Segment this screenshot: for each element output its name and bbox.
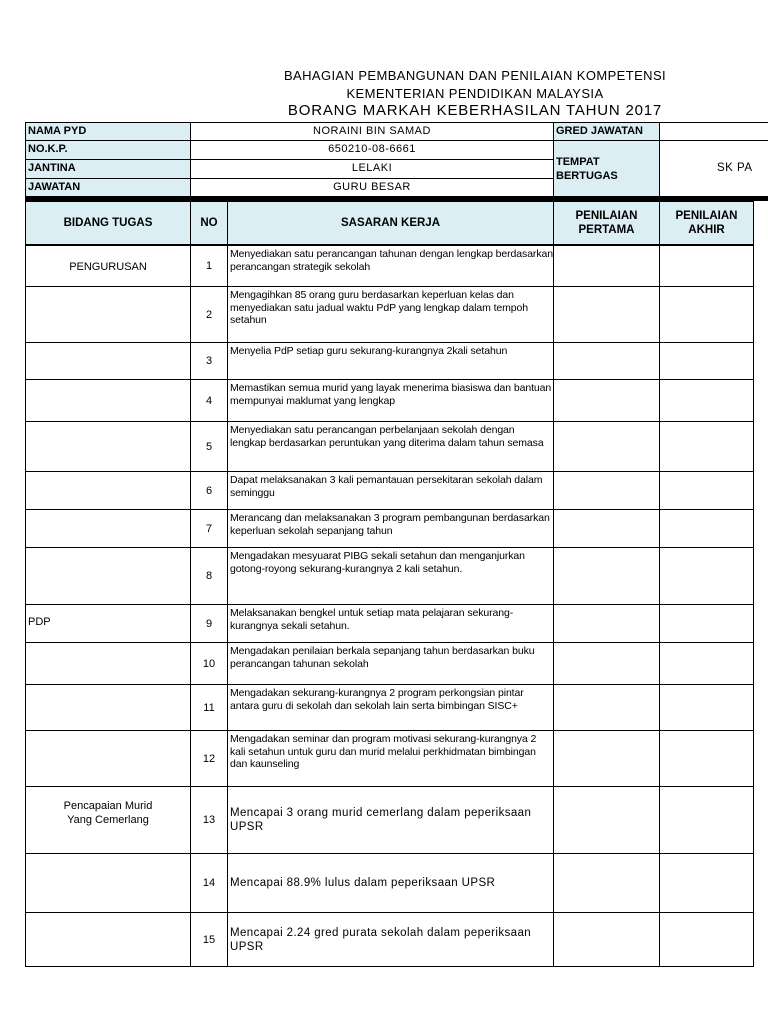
row-14-penilaian-akhir <box>659 853 754 913</box>
form-title: BORANG MARKAH KEBERHASILAN TAHUN 2017 <box>287 102 663 119</box>
row-6-penilaian-pertama <box>553 471 660 510</box>
jantina-value: LELAKI <box>190 159 554 179</box>
col-penilaian-pertama: PENILAIAN PERTAMA <box>553 201 660 245</box>
header-agency: BAHAGIAN PEMBANGUNAN DAN PENILAIAN KOMPETENSI <box>283 68 667 83</box>
row-11-no: 11 <box>190 684 228 731</box>
row-11-penilaian-pertama <box>553 684 660 731</box>
row-14-bidang <box>25 853 191 913</box>
row-8-bidang <box>25 547 191 605</box>
row-8-penilaian-pertama <box>553 547 660 605</box>
row-3-no: 3 <box>190 342 228 380</box>
col-bidang-tugas: BIDANG TUGAS <box>25 201 191 245</box>
row-4-penilaian-pertama <box>553 379 660 422</box>
col-sasaran-kerja: SASARAN KERJA <box>227 201 554 245</box>
header-ministry: KEMENTERIAN PENDIDIKAN MALAYSIA <box>346 86 604 101</box>
row-15-sasaran: Mencapai 2.24 gred purata sekolah dalam peperiksaan UPSR <box>227 912 554 967</box>
row-7-sasaran: Merancang dan melaksanakan 3 program pembangunan berdasarkan keperluan sekolah sepanjang tahun <box>227 509 554 548</box>
row-13-penilaian-akhir <box>659 786 754 854</box>
row-5-sasaran: Menyediakan satu perancangan perbelanjaan sekolah dengan lengkap berdasarkan peruntukan yang diterima dalam tahun semasa <box>227 421 554 472</box>
row-7-bidang <box>25 509 191 548</box>
row-3-penilaian-akhir <box>659 342 754 380</box>
row-2-penilaian-akhir <box>659 286 754 343</box>
row-9-penilaian-akhir <box>659 604 754 643</box>
row-3-penilaian-pertama <box>553 342 660 380</box>
nama-label: NAMA PYD <box>25 122 191 141</box>
row-14-penilaian-pertama <box>553 853 660 913</box>
row-5-no: 5 <box>190 421 228 472</box>
row-15-no: 15 <box>190 912 228 967</box>
row-12-bidang <box>25 730 191 787</box>
col-penilaian-akhir: PENILAIAN AKHIR <box>659 201 754 245</box>
row-8-no: 8 <box>190 547 228 605</box>
row-3-bidang <box>25 342 191 380</box>
row-10-penilaian-pertama <box>553 642 660 685</box>
row-12-sasaran: Mengadakan seminar dan program motivasi sekurang-kurangnya 2 kali setahun untuk guru dan murid melalui perkhidmatan bimbingan dan kaunseling <box>227 730 554 787</box>
row-10-no: 10 <box>190 642 228 685</box>
row-14-sasaran: Mencapai 88.9% lulus dalam peperiksaan UPSR <box>227 853 554 913</box>
tempat-value: SK PA <box>659 140 768 197</box>
row-13-sasaran: Mencapai 3 orang murid cemerlang dalam peperiksaan UPSR <box>227 786 554 854</box>
row-9-penilaian-pertama <box>553 604 660 643</box>
row-5-penilaian-pertama <box>553 421 660 472</box>
row-6-penilaian-akhir <box>659 471 754 510</box>
row-13-no: 13 <box>190 786 228 854</box>
jawatan-label: JAWATAN <box>25 178 191 197</box>
row-12-no: 12 <box>190 730 228 787</box>
row-8-penilaian-akhir <box>659 547 754 605</box>
row-5-penilaian-akhir <box>659 421 754 472</box>
row-14-no: 14 <box>190 853 228 913</box>
row-4-sasaran: Memastikan semua murid yang layak menerima biasiswa dan bantuan mempunyai maklumat yang lengkap <box>227 379 554 422</box>
jawatan-value: GURU BESAR <box>190 178 554 197</box>
row-15-penilaian-pertama <box>553 912 660 967</box>
row-2-bidang <box>25 286 191 343</box>
row-11-penilaian-akhir <box>659 684 754 731</box>
jantina-label: JANTINA <box>25 159 191 179</box>
col-no: NO <box>190 201 228 245</box>
row-1-penilaian-pertama <box>553 245 660 287</box>
row-2-penilaian-pertama <box>553 286 660 343</box>
gred-value <box>659 122 768 141</box>
row-4-penilaian-akhir <box>659 379 754 422</box>
row-2-sasaran: Mengagihkan 85 orang guru berdasarkan keperluan kelas dan menyediakan satu jadual waktu PdP yang lengkap dalam tempoh setahun <box>227 286 554 343</box>
row-8-sasaran: Mengadakan mesyuarat PIBG sekali setahun dan menganjurkan gotong-royong sekurang-kurangnya 2 kali setahun. <box>227 547 554 605</box>
row-3-sasaran: Menyelia PdP setiap guru sekurang-kurangnya 2kali setahun <box>227 342 554 380</box>
nama-value: NORAINI BIN SAMAD <box>190 122 554 141</box>
row-10-bidang <box>25 642 191 685</box>
row-10-penilaian-akhir <box>659 642 754 685</box>
row-1-no: 1 <box>190 245 228 287</box>
row-2-no: 2 <box>190 286 228 343</box>
row-1-bidang: PENGURUSAN <box>25 245 191 287</box>
row-6-bidang <box>25 471 191 510</box>
row-9-sasaran: Melaksanakan bengkel untuk setiap mata pelajaran sekurang-kurangnya sekali setahun. <box>227 604 554 643</box>
row-7-penilaian-akhir <box>659 509 754 548</box>
row-9-bidang: PDP <box>25 604 191 643</box>
row-11-sasaran: Mengadakan sekurang-kurangnya 2 program perkongsian pintar antara guru di sekolah dan sekolah lain serta bimbingan SISC+ <box>227 684 554 731</box>
row-4-bidang <box>25 379 191 422</box>
nokp-label: NO.K.P. <box>25 140 191 160</box>
row-12-penilaian-pertama <box>553 730 660 787</box>
row-1-penilaian-akhir <box>659 245 754 287</box>
gred-label: GRED JAWATAN <box>553 122 660 141</box>
row-7-no: 7 <box>190 509 228 548</box>
row-12-penilaian-akhir <box>659 730 754 787</box>
row-15-penilaian-akhir <box>659 912 754 967</box>
row-9-no: 9 <box>190 604 228 643</box>
row-13-penilaian-pertama <box>553 786 660 854</box>
row-6-no: 6 <box>190 471 228 510</box>
row-13-bidang: Pencapaian Murid Yang Cemerlang <box>25 786 191 854</box>
row-5-bidang <box>25 421 191 472</box>
row-10-sasaran: Mengadakan penilaian berkala sepanjang tahun berdasarkan buku perancangan tahunan sekolah <box>227 642 554 685</box>
row-7-penilaian-pertama <box>553 509 660 548</box>
row-15-bidang <box>25 912 191 967</box>
row-4-no: 4 <box>190 379 228 422</box>
nokp-value: 650210-08-6661 <box>190 140 554 160</box>
row-1-sasaran: Menyediakan satu perancangan tahunan dengan lengkap berdasarkan perancangan strategik sekolah <box>227 245 554 287</box>
tempat-label: TEMPAT BERTUGAS <box>553 140 660 197</box>
row-6-sasaran: Dapat melaksanakan 3 kali pemantauan persekitaran sekolah dalam seminggu <box>227 471 554 510</box>
row-11-bidang <box>25 684 191 731</box>
